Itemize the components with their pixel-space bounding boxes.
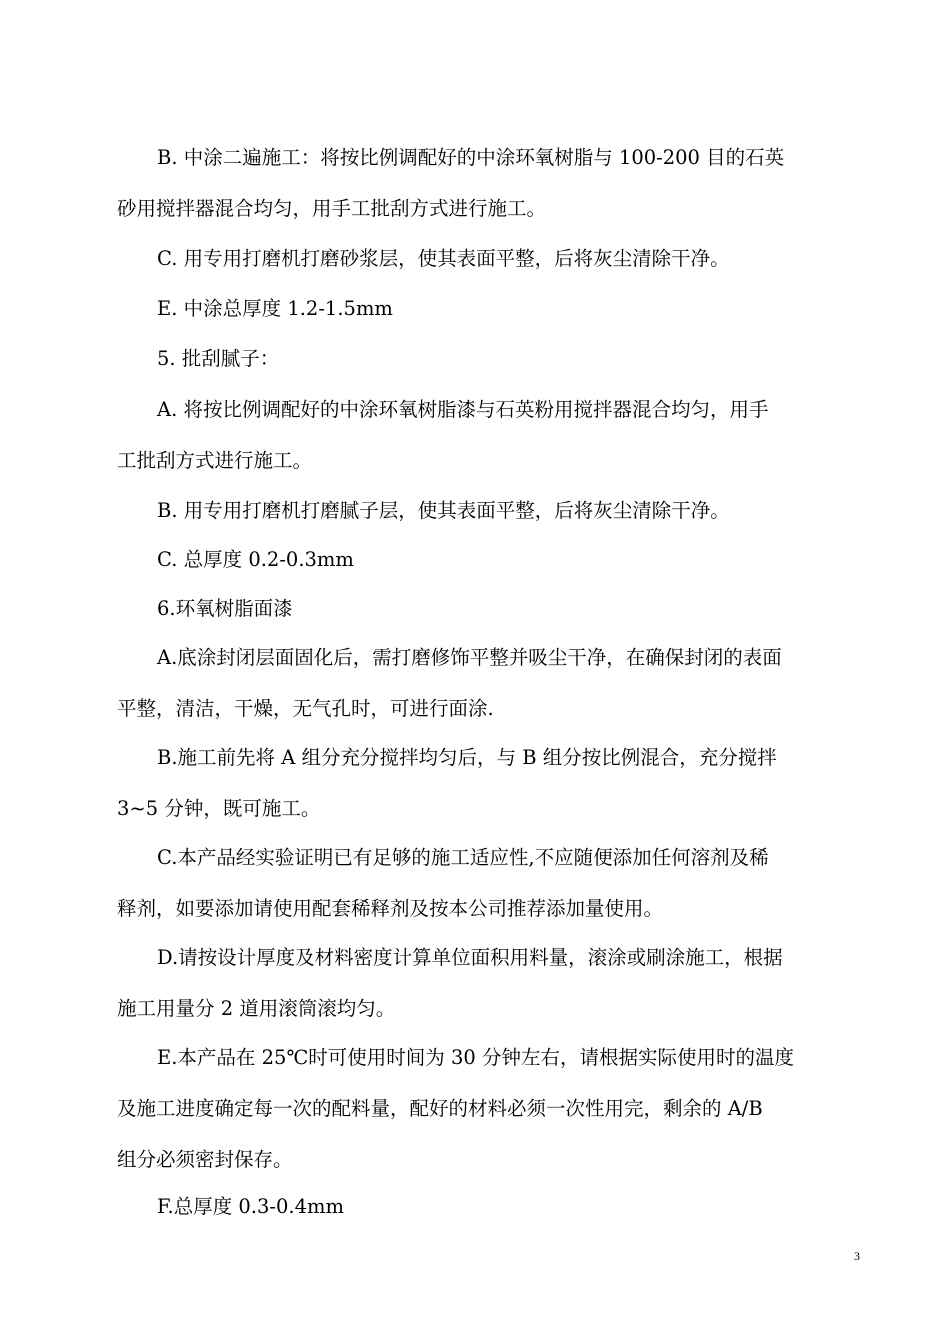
text-line: B. 中涂二遍施工：将按比例调配好的中涂环氧树脂与 100-200 目的石英 (157, 146, 785, 169)
text-line: 平整，清洁，干燥，无气孔时，可进行面涂. (117, 697, 494, 720)
text-line: A. 将按比例调配好的中涂环氧树脂漆与石英粉用搅拌器混合均匀，用手 (157, 398, 769, 421)
text-line: B.施工前先将 A 组分充分搅拌均匀后，与 B 组分按比例混合，充分搅拌 (157, 746, 777, 769)
paragraph-b-sanding (117, 485, 862, 536)
paragraph-a-topcoat (117, 632, 862, 734)
text-line: C.本产品经实验证明已有足够的施工适应性,不应随便添加任何溶剂及稀 (157, 846, 769, 869)
section-heading-6 (117, 583, 862, 634)
text-line: D.请按设计厚度及材料密度计算单位面积用料量，滚涂或刷涂施工，根据 (157, 946, 783, 969)
paragraph-b-mid-coat (117, 132, 862, 234)
paragraph-b-mixing (117, 732, 862, 834)
paragraph-c-sanding (117, 233, 862, 284)
text-line: C. 总厚度 0.2-0.3mm (157, 548, 354, 571)
text-line: F.总厚度 0.3-0.4mm (157, 1195, 344, 1218)
text-line: 5. 批刮腻子： (157, 347, 280, 370)
paragraph-c-solvent (117, 832, 862, 934)
text-line: 砂用搅拌器混合均匀，用手工批刮方式进行施工。 (117, 197, 547, 220)
text-line: 工批刮方式进行施工。 (117, 449, 313, 472)
text-line: 3~5 分钟，既可施工。 (117, 797, 321, 820)
text-line: E.本产品在 25℃时可使用时间为 30 分钟左右，请根据实际使用时的温度 (157, 1046, 794, 1069)
text-line: 组分必须密封保存。 (117, 1148, 293, 1171)
text-line: A.底涂封闭层面固化后，需打磨修饰平整并吸尘干净，在确保封闭的表面 (157, 646, 782, 669)
text-line: E. 中涂总厚度 1.2-1.5mm (157, 297, 393, 320)
text-line: 释剂，如要添加请使用配套稀释剂及按本公司推荐添加量使用。 (117, 897, 664, 920)
section-heading-5 (117, 333, 862, 384)
paragraph-c-thickness (117, 534, 862, 585)
paragraph-f-thickness (117, 1181, 862, 1232)
text-line: 6.环氧树脂面漆 (157, 597, 293, 620)
paragraph-a-putty (117, 384, 862, 486)
paragraph-e-pot-life (117, 1032, 862, 1185)
paragraph-d-application (117, 932, 862, 1034)
text-line: 施工用量分 2 道用滚筒滚均匀。 (117, 997, 396, 1020)
text-line: B. 用专用打磨机打磨腻子层，使其表面平整，后将灰尘清除干净。 (157, 499, 730, 522)
text-line: 及施工进度确定每一次的配料量，配好的材料必须一次性用完，剩余的 A/B (117, 1097, 763, 1120)
paragraph-e-thickness (117, 283, 862, 334)
page-number: 3 (854, 1249, 860, 1263)
text-line: C. 用专用打磨机打磨砂浆层，使其表面平整，后将灰尘清除干净。 (157, 247, 730, 270)
